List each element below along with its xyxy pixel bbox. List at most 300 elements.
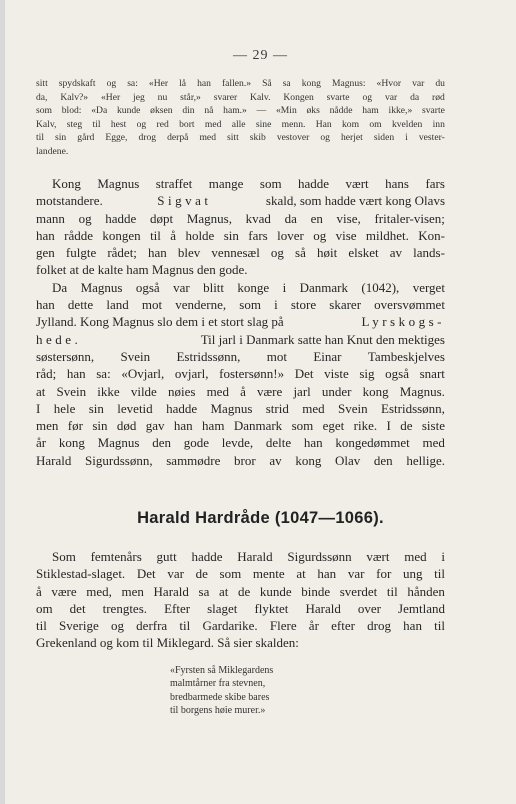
- word: sammødre: [166, 452, 221, 468]
- word: I: [386, 418, 391, 434]
- word: kvelden: [391, 118, 423, 130]
- word: for: [376, 566, 392, 582]
- word: land: [106, 297, 129, 313]
- text-line: [36, 617, 445, 634]
- text-line: [36, 400, 445, 417]
- word: Kalv?»: [60, 91, 89, 103]
- word: den: [373, 452, 393, 468]
- spaced-place-name: Lyrskogs-: [361, 314, 445, 330]
- word: svarte: [422, 105, 445, 117]
- word: med,: [86, 583, 112, 599]
- word: Det: [294, 366, 314, 382]
- text-line: [36, 175, 445, 192]
- word: flyktet: [254, 600, 289, 616]
- word: i: [441, 549, 445, 564]
- word: å: [36, 583, 42, 599]
- word: hadde: [105, 210, 137, 226]
- word: mente: [252, 566, 285, 582]
- word: da: [284, 210, 297, 226]
- word: Magnus: [80, 279, 123, 295]
- word: kong: [301, 78, 321, 89]
- word: være: [257, 383, 283, 399]
- word: over: [357, 600, 381, 616]
- word: holde: [185, 227, 215, 243]
- word: kvad: [245, 210, 271, 226]
- word: som: [239, 297, 261, 313]
- word: kong: [58, 435, 85, 451]
- word: gård: [77, 132, 95, 144]
- word: også: [385, 366, 409, 382]
- word: og: [106, 78, 117, 89]
- word: en: [310, 210, 323, 226]
- word: menn.: [281, 118, 306, 130]
- word: strid: [265, 400, 289, 416]
- word: Sverige: [59, 618, 99, 634]
- word: levetid: [117, 400, 153, 416]
- word: som: [259, 176, 282, 191]
- word: svarte: [326, 91, 350, 103]
- word: og: [362, 91, 373, 103]
- word: Kalv,: [36, 118, 57, 130]
- word: nøies: [167, 383, 196, 399]
- word: hadde: [298, 176, 330, 191]
- text-segment: Til jarl i Danmark satte han Knut den mektiges: [200, 331, 445, 347]
- word: være: [51, 583, 77, 599]
- word: nådde: [329, 105, 353, 117]
- text-line: [36, 131, 445, 145]
- word: i: [282, 279, 287, 295]
- word: som: [291, 418, 314, 434]
- word: straffet: [155, 176, 193, 191]
- section-paragraph: [36, 548, 445, 652]
- word: dette: [67, 297, 94, 313]
- word: slaget: [207, 600, 238, 616]
- word: siste: [421, 418, 445, 434]
- word: viste: [324, 366, 349, 382]
- text-line: landene.: [36, 145, 69, 157]
- word: med: [404, 549, 427, 564]
- word: lå: [179, 78, 187, 89]
- word: spydskaft: [58, 78, 96, 89]
- word: at: [36, 383, 46, 399]
- text-segment: motstandere.: [36, 193, 103, 209]
- word: ham.»: [223, 105, 247, 117]
- word: oversvømmet: [374, 297, 445, 313]
- word: Han: [315, 118, 332, 130]
- word: var: [347, 566, 365, 582]
- text-line: [36, 600, 445, 617]
- word: skib: [249, 132, 266, 144]
- word: Harald: [305, 600, 341, 616]
- word: bror: [234, 452, 256, 468]
- word: sa: [198, 583, 210, 599]
- word: mann: [36, 210, 65, 226]
- word: øksen: [150, 105, 173, 117]
- word: og: [320, 132, 330, 144]
- text-line: [36, 313, 445, 330]
- text-line: [36, 192, 445, 209]
- word: din: [182, 105, 195, 117]
- word: kunde: [259, 583, 292, 599]
- word: Egge,: [105, 132, 128, 144]
- text-line: [36, 210, 445, 227]
- word: hånden: [407, 583, 445, 599]
- word: levde,: [221, 435, 254, 451]
- word: vise: [335, 227, 357, 243]
- word: Harald: [237, 549, 273, 564]
- text-line: [36, 548, 445, 565]
- word: av: [269, 452, 282, 468]
- text-line: [36, 91, 445, 105]
- page-number: — 29 —: [233, 48, 288, 63]
- word: var: [167, 566, 184, 582]
- small-print-paragraph: [36, 77, 445, 159]
- word: og: [136, 118, 147, 130]
- word: hele: [53, 400, 76, 416]
- word: ovjarl,: [174, 366, 209, 382]
- word: vært: [345, 176, 369, 191]
- word: og: [110, 618, 124, 634]
- word: fallen.»: [221, 78, 252, 89]
- word: jarl: [293, 383, 311, 399]
- word: sin: [88, 400, 104, 416]
- word: det: [69, 600, 86, 616]
- word: Jemtland: [398, 600, 445, 616]
- word: nå: [204, 105, 214, 117]
- text-line: [36, 104, 445, 118]
- word: fostersønn!»: [219, 366, 285, 382]
- text-line: folket at de kalte ham Magnus den gode.: [36, 262, 248, 278]
- text-segment: Jylland. Kong Magnus slo dem i et stort slag på: [36, 314, 284, 330]
- word: red: [156, 118, 169, 130]
- word: sa: [282, 78, 291, 89]
- text-line: [36, 565, 445, 582]
- word: da: [410, 91, 420, 103]
- word: mange: [208, 176, 244, 191]
- word: med: [199, 132, 216, 144]
- word: til: [36, 618, 47, 634]
- text-line: [36, 244, 445, 261]
- poem-line: «Fyrsten så Miklegardens: [170, 665, 274, 676]
- word: sin: [92, 418, 108, 434]
- word: rike.: [353, 418, 378, 434]
- word: ham: [202, 418, 225, 434]
- word: elsket: [348, 245, 379, 261]
- word: før: [67, 418, 83, 434]
- word: så: [295, 245, 306, 261]
- word: Så: [262, 78, 272, 89]
- book-page: [5, 0, 516, 804]
- word: sin: [55, 132, 67, 144]
- word: var: [412, 78, 425, 89]
- word: Tambeskjelves: [367, 348, 445, 364]
- word: han: [148, 245, 167, 261]
- word: men: [121, 583, 144, 599]
- word: vilde: [130, 383, 157, 399]
- word: øks: [306, 105, 320, 117]
- word: vennesæl: [211, 245, 260, 261]
- word: sitt: [36, 78, 48, 89]
- word: sverdet: [339, 583, 378, 599]
- word: mot: [141, 297, 163, 313]
- word: bort: [179, 118, 195, 130]
- word: i: [405, 132, 408, 144]
- word: råd;: [36, 366, 57, 382]
- word: rådet;: [107, 245, 137, 261]
- word: Kon-: [418, 227, 445, 243]
- text-line: [36, 77, 445, 91]
- word: gode: [183, 435, 209, 451]
- word: fulgte: [65, 245, 97, 261]
- word: kom: [342, 118, 360, 130]
- word: og: [313, 227, 327, 243]
- word: med: [204, 118, 222, 130]
- text-line: [36, 583, 445, 600]
- text-line: [36, 331, 445, 348]
- word: år: [36, 435, 47, 451]
- word: under: [321, 383, 352, 399]
- word: «Her: [100, 91, 121, 103]
- word: til: [36, 132, 44, 144]
- word: verget: [412, 279, 445, 295]
- word: Magnus: [97, 176, 140, 191]
- text-line: [36, 383, 445, 400]
- word: han: [403, 618, 422, 634]
- poem-line: malmtårner fra stevnen,: [170, 678, 266, 690]
- word: med: [422, 435, 445, 451]
- word: og: [78, 210, 92, 226]
- word: hans: [385, 176, 409, 191]
- word: konge: [237, 279, 270, 295]
- word: lover: [277, 227, 304, 243]
- word: står,»: [180, 91, 201, 103]
- word: de: [195, 566, 208, 582]
- word: sine: [255, 118, 272, 130]
- word: høit: [316, 245, 338, 261]
- word: «Hvor: [376, 78, 402, 89]
- word: Danmark: [299, 279, 348, 295]
- word: efter: [331, 618, 355, 634]
- word: Svein: [120, 348, 151, 364]
- word: til: [434, 618, 445, 634]
- text-line: [36, 434, 445, 451]
- word: fars: [425, 176, 445, 191]
- word: gen: [36, 245, 55, 261]
- word: venderne,: [175, 297, 227, 313]
- word: ham: [362, 105, 379, 117]
- word: og: [270, 245, 284, 261]
- word: Som: [52, 549, 76, 564]
- word: fars: [248, 227, 268, 243]
- word: hadde: [191, 549, 223, 564]
- word: —: [256, 105, 267, 117]
- word: blitt: [203, 279, 225, 295]
- word: Efter: [164, 600, 191, 616]
- word: Sigurdssønn,: [85, 452, 153, 468]
- word: vestover: [276, 132, 310, 144]
- word: vært: [366, 549, 390, 564]
- word: rød: [432, 91, 445, 103]
- word: Magnus.: [399, 383, 445, 399]
- text-line: [36, 417, 445, 434]
- word: han: [303, 435, 323, 451]
- word: Magnus:: [331, 78, 366, 89]
- word: Magnus,: [186, 210, 232, 226]
- word: femtenårs: [90, 549, 142, 564]
- word: alle: [231, 118, 246, 130]
- word: Det: [136, 566, 156, 582]
- word: drog: [138, 132, 157, 144]
- word: til: [434, 566, 445, 582]
- word: kunde: [116, 105, 141, 117]
- word: «Da: [91, 105, 108, 117]
- word: sin: [223, 227, 239, 243]
- word: som: [219, 566, 242, 582]
- word: Magnus: [210, 400, 253, 416]
- word: var: [173, 279, 190, 295]
- word: lands-: [413, 245, 445, 261]
- word: binde: [301, 583, 331, 599]
- word: også: [135, 279, 160, 295]
- word: «Min: [275, 105, 297, 117]
- word: ikke: [97, 383, 120, 399]
- word: kong: [295, 452, 322, 468]
- word: mildhet.: [365, 227, 409, 243]
- word: trengtes.: [102, 600, 148, 616]
- word: hellige.: [406, 452, 445, 468]
- text-line: [36, 279, 445, 296]
- word: Estridssønn,: [176, 348, 241, 364]
- word: eget: [322, 418, 345, 434]
- word: at: [296, 566, 306, 582]
- word: om: [369, 118, 382, 130]
- word: du: [435, 78, 445, 89]
- word: derpå: [167, 132, 189, 144]
- word: Magnus: [97, 435, 140, 451]
- word: sa:: [127, 78, 138, 89]
- word: med: [302, 400, 325, 416]
- text-line: [36, 348, 445, 365]
- word: Svein: [56, 383, 87, 399]
- word: til: [150, 227, 161, 243]
- word: om: [36, 600, 53, 616]
- word: de: [400, 418, 413, 434]
- word: kong: [362, 383, 389, 399]
- text-segment: skald, som hadde vært kong Olavs: [265, 193, 445, 209]
- word: år: [308, 618, 319, 634]
- word: Kong: [52, 176, 81, 191]
- text-line: [36, 365, 445, 382]
- word: sitt: [227, 132, 239, 144]
- word: Einar: [313, 348, 342, 364]
- word: blev: [177, 245, 201, 261]
- word: at: [218, 583, 229, 599]
- word: Harald: [36, 452, 72, 468]
- word: Kalv.: [250, 91, 271, 103]
- word: kongedømmet: [335, 435, 410, 451]
- word: Flere: [269, 618, 297, 634]
- word: siden: [373, 132, 395, 144]
- word: store: [290, 297, 317, 313]
- word: skarer: [329, 297, 362, 313]
- word: I: [36, 400, 41, 416]
- word: han: [197, 78, 211, 89]
- word: han: [36, 227, 55, 243]
- word: «Her: [148, 78, 169, 89]
- word: var: [384, 91, 398, 103]
- main-paragraphs: [36, 175, 445, 469]
- word: vise,: [336, 210, 361, 226]
- poem-line: til borgens høie murer.»: [170, 704, 266, 716]
- word: da,: [36, 91, 48, 103]
- word: å: [170, 227, 177, 243]
- word: å: [240, 383, 246, 399]
- word: Sigurdssønn: [287, 549, 352, 564]
- word: rådde: [64, 227, 94, 243]
- word: døpt: [150, 210, 174, 226]
- word: drog: [367, 618, 391, 634]
- word: død: [116, 418, 137, 434]
- spaced-place-name: hede.: [36, 331, 82, 347]
- text-line: [36, 118, 445, 132]
- word: delte: [265, 435, 292, 451]
- word: sa:: [96, 366, 111, 382]
- word: (1042),: [361, 279, 400, 295]
- word: til: [92, 118, 101, 130]
- word: gutt: [156, 549, 177, 564]
- word: med: [206, 383, 229, 399]
- text-line: [36, 452, 445, 469]
- word: sig: [359, 366, 375, 382]
- word: jeg: [133, 91, 145, 103]
- section-heading: Harald Hardråde (1047—1066).: [137, 509, 384, 527]
- word: han: [317, 566, 337, 582]
- word: Estridssønn,: [381, 400, 445, 416]
- word: derfra: [136, 618, 168, 634]
- word: herjet: [341, 132, 363, 144]
- text-line: [36, 227, 445, 244]
- word: men: [36, 418, 59, 434]
- word: «Ovjarl,: [121, 366, 165, 382]
- word: Svein: [338, 400, 368, 416]
- word: ikke,»: [388, 105, 413, 117]
- word: vester-: [418, 132, 445, 144]
- word: søstersønn,: [36, 348, 95, 364]
- word: fritaler-visen;: [374, 210, 445, 226]
- word: Stiklestad-slaget.: [36, 566, 126, 582]
- text-line: Grekenland og kom til Miklegard. Så sier skalden:: [36, 635, 299, 651]
- word: Da: [52, 279, 68, 295]
- word: blod:: [61, 105, 82, 117]
- word: han: [36, 297, 55, 313]
- poem-line: bredbarmede skibe bares: [170, 691, 270, 703]
- word: til: [386, 583, 398, 599]
- word: som: [36, 105, 52, 117]
- word: mot: [266, 348, 287, 364]
- word: i: [274, 297, 278, 313]
- word: ung: [402, 566, 423, 582]
- word: inn: [432, 118, 445, 130]
- word: Danmark: [233, 418, 283, 434]
- word: gav: [145, 418, 165, 434]
- word: den: [152, 435, 171, 451]
- word: Kongen: [283, 91, 314, 103]
- word: de: [237, 583, 251, 599]
- word: til: [179, 618, 191, 634]
- word: han: [173, 418, 193, 434]
- word: Olav: [334, 452, 361, 468]
- word: hest: [110, 118, 127, 130]
